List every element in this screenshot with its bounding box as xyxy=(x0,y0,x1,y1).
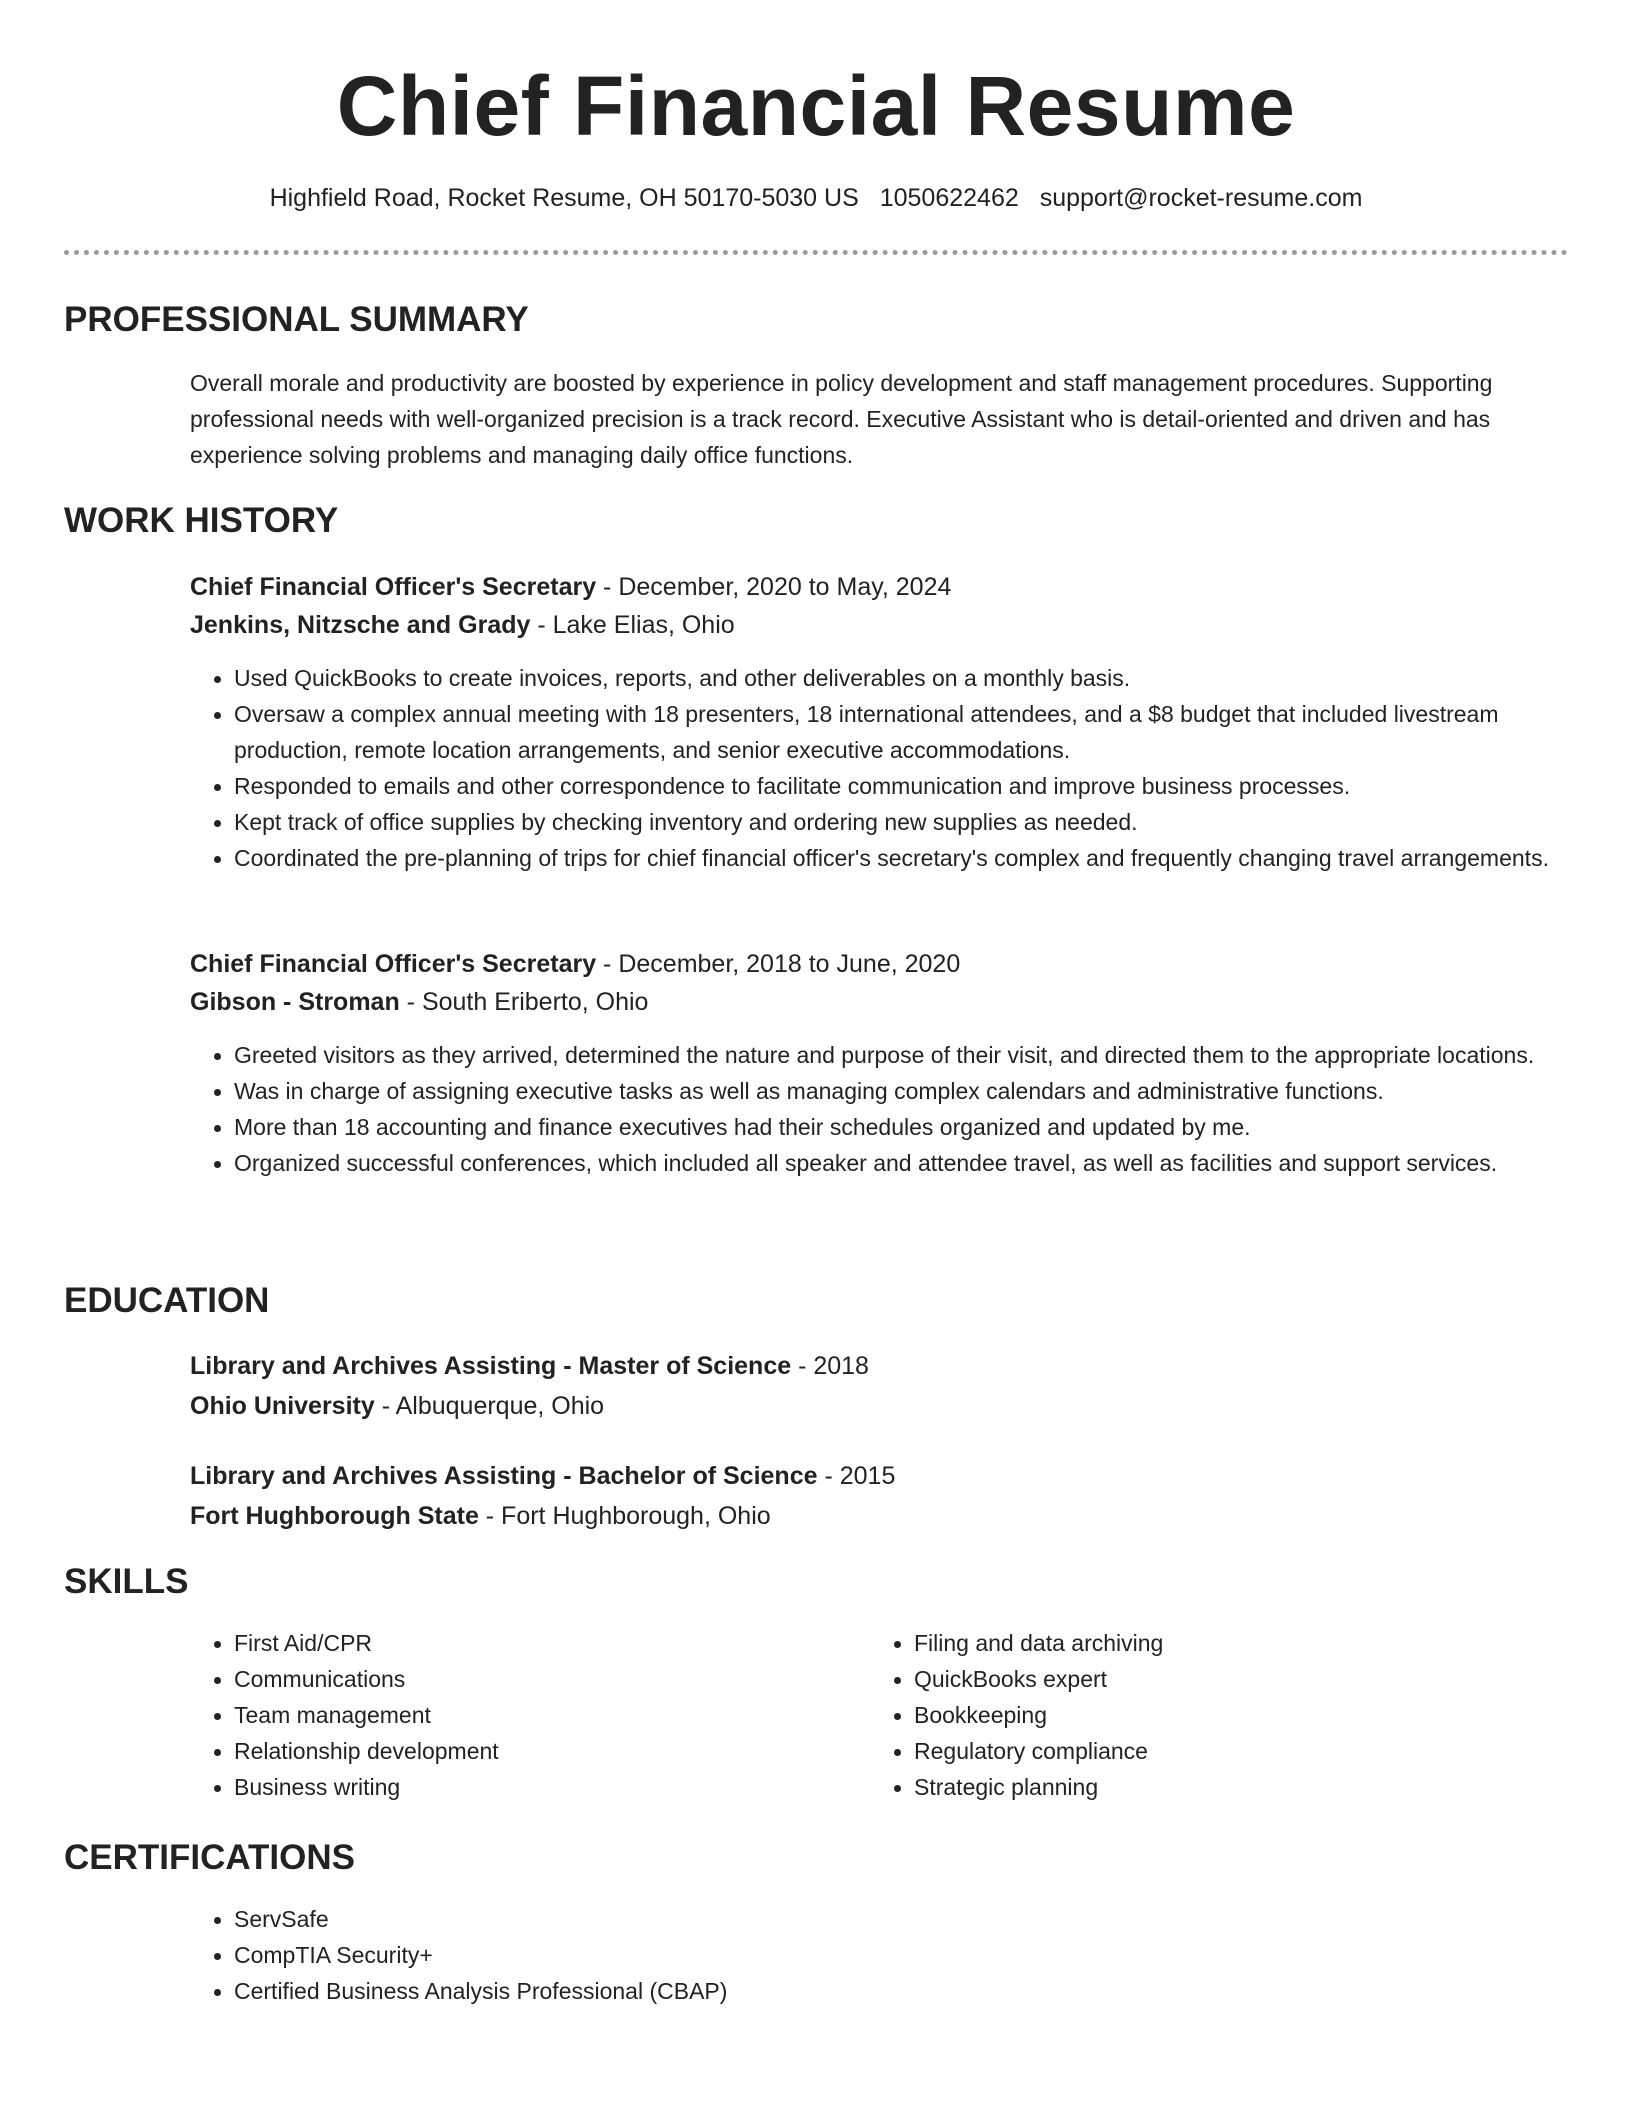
section-title-summary: PROFESSIONAL SUMMARY xyxy=(64,300,529,339)
skills-list-left xyxy=(190,1625,874,1805)
list-item: • Relationship development xyxy=(234,1733,874,1769)
education-school-line xyxy=(190,1387,1570,1425)
skills-list-right xyxy=(870,1625,1554,1805)
contact-address: Highfield Road, Rocket Resume, OH 50170-5030 US xyxy=(269,184,859,212)
list-item: • QuickBooks expert xyxy=(914,1661,1554,1697)
education-school: Fort Hughborough State xyxy=(190,1502,479,1530)
contact-phone: 1050622462 xyxy=(879,184,1019,212)
list-item: • Certified Business Analysis Professional (CBAP) xyxy=(234,1973,1614,2009)
section-title-skills: SKILLS xyxy=(64,1562,189,1601)
section-title-certifications: CERTIFICATIONS xyxy=(64,1838,356,1877)
job-dates: - December, 2018 to June, 2020 xyxy=(596,950,961,978)
job-title: Chief Financial Officer's Secretary xyxy=(190,950,597,978)
list-item: • First Aid/CPR xyxy=(234,1625,874,1661)
education-degree: Library and Archives Assisting - Bachelor of Science xyxy=(190,1462,818,1490)
contact-email: support@rocket-resume.com xyxy=(1039,184,1363,212)
job-company: Gibson - Stroman xyxy=(190,988,400,1016)
section-title-work: WORK HISTORY xyxy=(64,501,339,540)
job-company-line xyxy=(190,606,1570,644)
job-title-line xyxy=(190,945,1570,983)
job-company: Jenkins, Nitzsche and Grady xyxy=(190,611,531,639)
list-item: • Coordinated the pre-planning of trips for chief financial officer's secretary's complex and frequently changing travel arrangements. xyxy=(234,840,1614,876)
job-bullets xyxy=(190,660,1614,876)
list-item: • Filing and data archiving xyxy=(914,1625,1554,1661)
section-title-education: EDUCATION xyxy=(64,1281,270,1320)
list-item: • Bookkeeping xyxy=(914,1697,1554,1733)
education-school: Ohio University xyxy=(190,1392,375,1420)
resume-name: Chief Financial Resume xyxy=(336,59,1296,153)
list-item: • CompTIA Security+ xyxy=(234,1937,1614,1973)
education-year: - 2018 xyxy=(791,1352,869,1380)
list-item: • Oversaw a complex annual meeting with 18 presenters, 18 international attendees, and a $8 budget that included livestream production, remote location arrangements, and senior executive accommodations. xyxy=(234,696,1614,768)
job-dates: - December, 2020 to May, 2024 xyxy=(596,573,952,601)
list-item: • Strategic planning xyxy=(914,1769,1554,1805)
education-degree-line xyxy=(190,1347,1570,1385)
list-item: • More than 18 accounting and finance executives had their schedules organized and updated by me. xyxy=(234,1109,1614,1145)
job-location: - South Eriberto, Ohio xyxy=(399,988,649,1016)
header-divider xyxy=(64,250,1568,255)
contact-line xyxy=(0,180,1632,216)
education-degree-line xyxy=(190,1457,1570,1495)
list-item: • Greeted visitors as they arrived, determined the nature and purpose of their visit, and directed them to the appropriate locations. xyxy=(234,1037,1614,1073)
list-item: • Was in charge of assigning executive tasks as well as managing complex calendars and administrative functions. xyxy=(234,1073,1614,1109)
job-company-line xyxy=(190,983,1570,1021)
list-item: • Team management xyxy=(234,1697,874,1733)
education-year: - 2015 xyxy=(817,1462,896,1490)
job-bullets xyxy=(190,1037,1614,1181)
job-title: Chief Financial Officer's Secretary xyxy=(190,573,597,601)
list-item: • Communications xyxy=(234,1661,874,1697)
list-item: • Regulatory compliance xyxy=(914,1733,1554,1769)
list-item: • ServSafe xyxy=(234,1901,1614,1937)
job-location: - Lake Elias, Ohio xyxy=(530,611,735,639)
list-item: • Business writing xyxy=(234,1769,874,1805)
list-item: • Used QuickBooks to create invoices, reports, and other deliverables on a monthly basis. xyxy=(234,660,1614,696)
list-item: • Kept track of office supplies by checking inventory and ordering new supplies as needed. xyxy=(234,804,1614,840)
education-degree: Library and Archives Assisting - Master of Science xyxy=(190,1352,792,1380)
education-location: - Fort Hughborough, Ohio xyxy=(478,1502,771,1530)
education-location: - Albuquerque, Ohio xyxy=(374,1392,605,1420)
summary-text: Overall morale and productivity are boosted by experience in policy development and staff management procedures. Supporting professional needs with well-organized precision is a track record. Executive Assistant who is detail-oriented and driven and has experience solving problems and managing daily office functions. xyxy=(190,370,1493,468)
certifications-list xyxy=(190,1901,1614,2009)
list-item: • Organized successful conferences, which included all speaker and attendee travel, as well as facilities and support services. xyxy=(234,1145,1614,1181)
list-item: • Responded to emails and other correspondence to facilitate communication and improve business processes. xyxy=(234,768,1614,804)
education-school-line xyxy=(190,1497,1570,1535)
job-title-line xyxy=(190,568,1570,606)
